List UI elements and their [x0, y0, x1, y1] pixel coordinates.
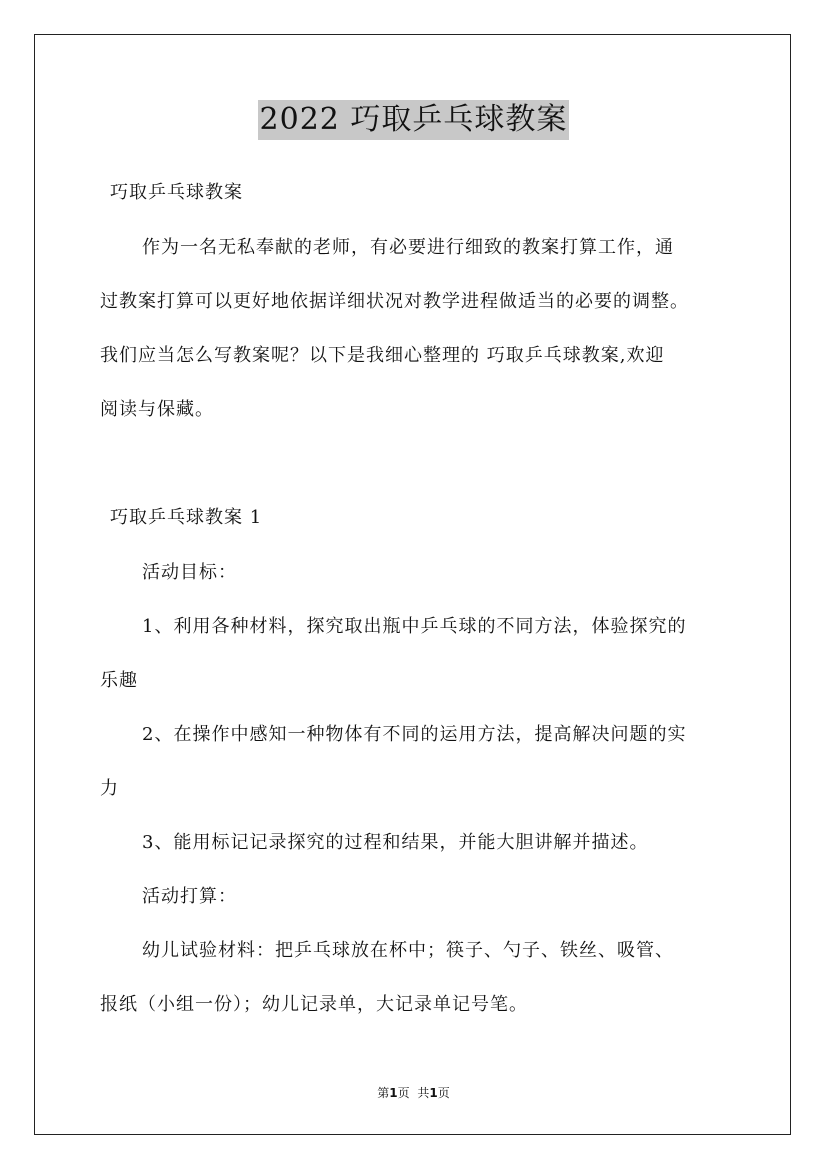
intro-line-3: 我们应当怎么写教案呢？以下是我细心整理的 巧取乒乓球教案,欢迎	[100, 345, 665, 366]
goal-label: 活动目标：	[142, 562, 237, 583]
page-suffix: 页	[397, 1086, 410, 1100]
total-pages: 1	[429, 1086, 438, 1100]
page-prefix: 第	[377, 1086, 390, 1100]
prep-label: 活动打算：	[142, 886, 237, 907]
total-suffix: 页	[437, 1086, 450, 1100]
goal-item-1-line-2: 乐趣	[100, 670, 138, 691]
intro-line-2: 过教案打算可以更好地依据详细状况对教学进程做适当的必要的调整。	[100, 291, 689, 312]
goal-item-1-line-1: 1、利用各种材料，探究取出瓶中乒乓球的不同方法，体验探究的	[142, 616, 687, 637]
subtitle: 巧取乒乓球教案	[110, 182, 243, 203]
total-prefix: 共	[417, 1086, 430, 1100]
page-number: 1	[389, 1086, 398, 1100]
document-title: 2022 巧取乒乓球教案	[258, 100, 570, 140]
goal-item-2-line-2: 力	[100, 778, 119, 799]
prep-line-1: 幼儿试验材料：把乒乓球放在杯中；筷子、勺子、铁丝、吸管、	[142, 940, 674, 961]
intro-line-1: 作为一名无私奉献的老师，有必要进行细致的教案打算工作，通	[142, 237, 674, 258]
prep-line-2: 报纸（小组一份）；幼儿记录单，大记录单记号笔。	[100, 994, 528, 1015]
section-heading: 巧取乒乓球教案 1	[110, 507, 263, 528]
goal-item-2-line-1: 2、在操作中感知一种物体有不同的运用方法，提高解决问题的实	[142, 724, 687, 745]
page-footer	[0, 1085, 827, 1101]
title-container	[0, 100, 827, 140]
intro-line-4: 阅读与保藏。	[100, 399, 214, 420]
goal-item-3: 3、能用标记记录探究的过程和结果，并能大胆讲解并描述。	[142, 832, 649, 853]
